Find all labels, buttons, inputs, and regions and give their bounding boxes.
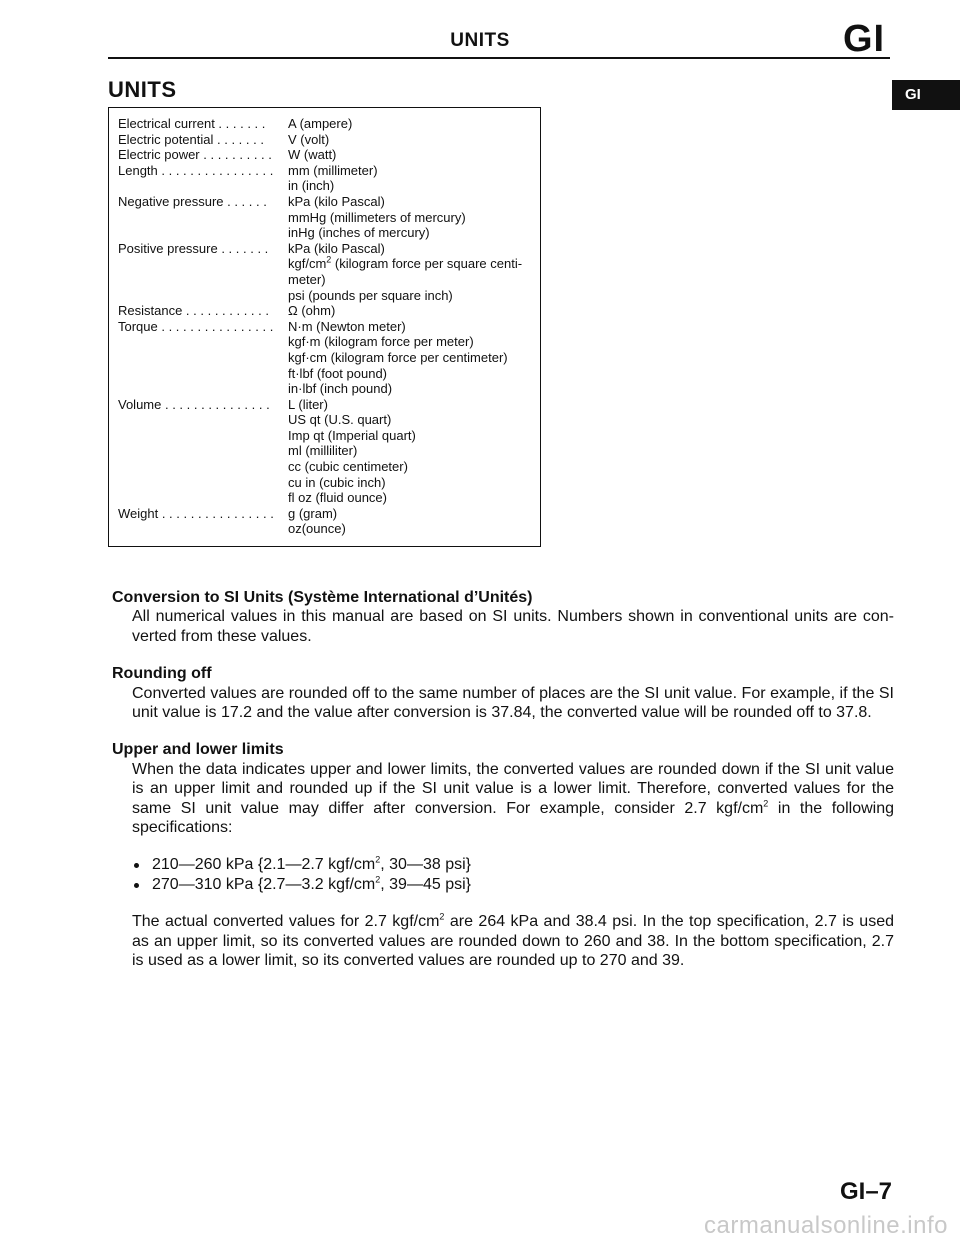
unit-values (288, 319, 540, 397)
unit-value: mmHg (millimeters of mercury) (288, 209, 466, 225)
unit-value: A (ampere) (288, 116, 353, 131)
page-number: GI–7 (840, 1178, 893, 1205)
units-row (118, 147, 540, 163)
section-code: GI (843, 18, 886, 60)
unit-value: oz(ounce) (288, 521, 346, 537)
footer-watermark: carmanualsonline.info (704, 1212, 948, 1239)
unit-values (288, 116, 540, 132)
unit-value: kgf·cm (kilogram force per centimeter) (288, 349, 508, 365)
unit-value: meter) (288, 271, 326, 287)
unit-value: cc (cubic centimeter) (288, 459, 408, 475)
si-conversion-text: All numerical values in this manual are based on SI units. Numbers shown in conventional units are con-verted from these values. (132, 608, 894, 645)
header-divider (108, 57, 890, 59)
quantity-label: Length . . . . . . . . . . . . . . . . (118, 162, 274, 178)
quantity-label: Positive pressure . . . . . . . (118, 240, 269, 256)
si-conversion-heading: Conversion to SI Units (Système International d’Unités) (112, 589, 533, 606)
unit-value: kgf/$cm^2$ (kilogram force per square centi- (288, 255, 523, 272)
quantity-label: Weight . . . . . . . . . . . . . . . . (118, 505, 274, 521)
unit-value: inHg (inches of mercury) (288, 225, 430, 241)
unit-value: in·lbf (inch pound) (288, 381, 393, 397)
units-row (118, 241, 540, 303)
unit-value: L (liter) (288, 396, 328, 412)
unit-value: W (watt) (288, 147, 337, 163)
spec-list (132, 855, 894, 894)
unit-value: kPa (kilo Pascal) (288, 240, 385, 256)
unit-value: kgf·m (kilogram force per meter) (288, 334, 474, 350)
unit-value: N·m (Newton meter) (288, 318, 406, 334)
units-row (118, 194, 540, 241)
unit-values (288, 132, 540, 148)
unit-value: V (volt) (288, 131, 330, 147)
units-row (118, 506, 540, 537)
unit-values (288, 194, 540, 241)
unit-values (288, 163, 540, 194)
unit-values (288, 303, 540, 319)
quantity-label: Torque . . . . . . . . . . . . . . . . (118, 318, 274, 334)
limits-text: When the data indicates upper and lower limits, the converted values are rounded down if the SI unit value is an upper limit and rounded up if the SI unit value is a lower limit. Therefore, converted values for the same SI unit value may differ after conversion. For example, consider 2.7 kgf/$cm^2$ in the following specifications: (132, 760, 894, 837)
unit-values (288, 397, 540, 506)
unit-value: g (gram) (288, 505, 338, 521)
unit-values (288, 241, 540, 303)
units-row (118, 116, 540, 132)
unit-values (288, 506, 540, 537)
unit-value: fl oz (fluid ounce) (288, 490, 387, 506)
unit-value: mm (millimeter) (288, 162, 378, 178)
units-table (108, 107, 541, 547)
quantity-label: Electric power . . . . . . . . . . (118, 147, 272, 163)
quantity-label: Resistance . . . . . . . . . . . . (118, 303, 269, 319)
rounding-off-text: Converted values are rounded off to the same number of places are the SI unit value. For example, if the SI unit value is 17.2 and the value after conversion is 37.84, the converted value will be rounded off to 37.8. (132, 684, 894, 722)
limits-closing-text: The actual converted values for 2.7 kgf/$cm^2$ are 264 kPa and 38.4 psi. In the top specification, 2.7 is used as an upper limit, so its converted values are rounded down to 260 and 38. In the bottom specification, 2.7 is used as a lower limit, so its converted values are rounded up to 270 and 39. (132, 911, 895, 970)
spec-item: 270—310 kPa {2.7—3.2 kgf/$cm^2$, 39—45 psi} (132, 875, 894, 894)
unit-value: Ω (ohm) (288, 303, 336, 319)
body-text (112, 588, 894, 971)
unit-value: psi (pounds per square inch) (288, 287, 453, 303)
limits-heading: Upper and lower limits (112, 741, 284, 759)
quantity-label: Volume . . . . . . . . . . . . . . . (118, 396, 270, 412)
quantity-label: Electric potential . . . . . . . (118, 131, 264, 147)
units-row (118, 163, 540, 194)
units-row (118, 132, 540, 148)
page-header-title: UNITS (450, 30, 510, 51)
unit-value: in (inch) (288, 178, 335, 194)
units-row (118, 303, 540, 319)
section-heading: UNITS (108, 77, 177, 102)
quantity-label: Negative pressure . . . . . . (118, 193, 267, 209)
unit-value: ft·lbf (foot pound) (288, 365, 387, 381)
unit-value: cu in (cubic inch) (288, 474, 386, 490)
unit-value: kPa (kilo Pascal) (288, 193, 385, 209)
quantity-label: Electrical current . . . . . . . (118, 116, 266, 131)
unit-values (288, 147, 540, 163)
section-tab: GI (892, 80, 960, 110)
spec-item: 210—260 kPa {2.1—2.7 kgf/$cm^2$, 30—38 psi} (132, 855, 894, 874)
unit-value: Imp qt (Imperial quart) (288, 427, 416, 443)
unit-value: US qt (U.S. quart) (288, 412, 392, 428)
units-row (118, 319, 540, 397)
rounding-off-heading: Rounding off (112, 665, 212, 683)
units-row (118, 397, 540, 506)
unit-value: ml (milliliter) (288, 443, 358, 459)
